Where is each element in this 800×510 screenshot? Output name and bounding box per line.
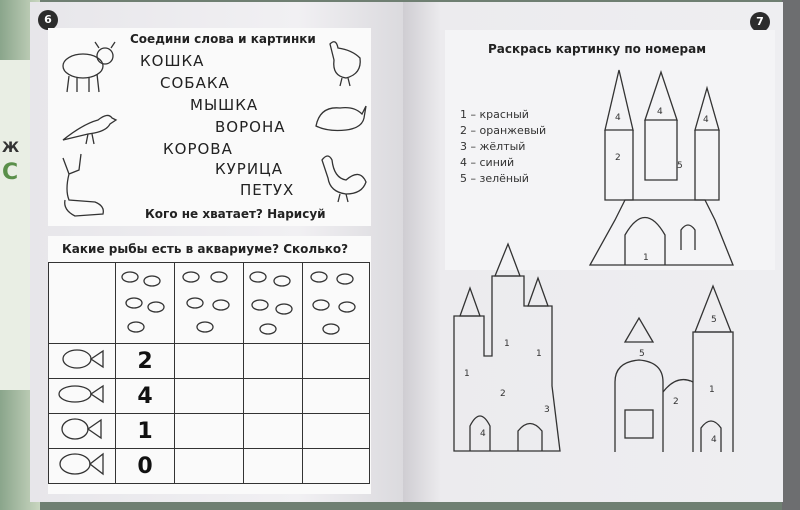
page-number-right: 7 [750, 12, 770, 32]
fish-count-2: 4 [116, 379, 175, 414]
match-task-question: Кого не хватает? Нарисуй [145, 207, 326, 221]
fish-count-3: 1 [116, 414, 175, 449]
hen-drawing [322, 34, 367, 89]
fish-group-drawing [116, 263, 170, 339]
castle-drawing-left [440, 236, 565, 456]
crow-drawing [58, 102, 118, 147]
match-task-title: Соедини слова и картинки [130, 32, 316, 46]
castle-drawing-main [585, 60, 735, 270]
svg-text:2: 2 [673, 397, 679, 407]
legend-item-1: 1 – красный [460, 108, 529, 121]
svg-text:4: 4 [657, 107, 663, 117]
svg-text:2: 2 [500, 389, 506, 399]
fish-type-3-icon [49, 414, 109, 444]
word-koshka: КОШКА [140, 52, 205, 70]
legend-item-2: 2 – оранжевый [460, 124, 547, 137]
svg-text:4: 4 [711, 435, 717, 445]
dog-drawing [55, 150, 110, 220]
fish-group-drawing [303, 263, 363, 339]
coloring-task-title: Раскрась картинку по номерам [488, 42, 707, 56]
background-letter-c: С [2, 160, 19, 185]
word-korova: КОРОВА [163, 140, 233, 158]
legend-item-5: 5 – зелёный [460, 172, 529, 185]
legend-item-3: 3 – жёлтый [460, 140, 526, 153]
svg-text:1: 1 [709, 385, 715, 395]
svg-text:5: 5 [639, 349, 645, 359]
word-kuritsa: КУРИЦА [215, 160, 283, 178]
svg-text:4: 4 [703, 115, 709, 125]
svg-text:1: 1 [643, 253, 649, 263]
svg-text:2: 2 [615, 153, 621, 163]
fish-group-drawing [175, 263, 239, 339]
svg-text:5: 5 [677, 161, 683, 171]
fish-count-table [48, 262, 370, 484]
svg-text:4: 4 [480, 429, 486, 439]
fish-task-title: Какие рыбы есть в аквариуме? Сколько? [62, 242, 349, 256]
page-number-left: 6 [38, 10, 58, 30]
word-myshka: МЫШКА [190, 96, 259, 114]
fish-count-1: 2 [116, 344, 175, 379]
fish-count-4: 0 [116, 449, 175, 484]
fish-group-drawing [244, 263, 298, 339]
svg-text:1: 1 [504, 339, 510, 349]
svg-text:4: 4 [615, 113, 621, 123]
background-right [782, 0, 800, 510]
cat-drawing [310, 96, 370, 136]
fish-type-4-icon [49, 449, 109, 479]
svg-text:3: 3 [544, 405, 550, 415]
legend-item-4: 4 – синий [460, 156, 515, 169]
aquarium-cell [116, 263, 175, 344]
word-sobaka: СОБАКА [160, 74, 230, 92]
svg-text:1: 1 [536, 349, 542, 359]
fish-type-1-icon [49, 344, 109, 374]
rooster-drawing [312, 148, 372, 203]
svg-text:1: 1 [464, 369, 470, 379]
svg-text:5: 5 [711, 315, 717, 325]
fish-type-2-icon [49, 379, 109, 409]
cow-drawing [55, 36, 125, 96]
background-letter-zh: Ж [2, 140, 20, 156]
castle-drawing-right [605, 282, 745, 457]
word-vorona: ВОРОНА [215, 118, 286, 136]
word-petukh: ПЕТУХ [240, 181, 295, 199]
